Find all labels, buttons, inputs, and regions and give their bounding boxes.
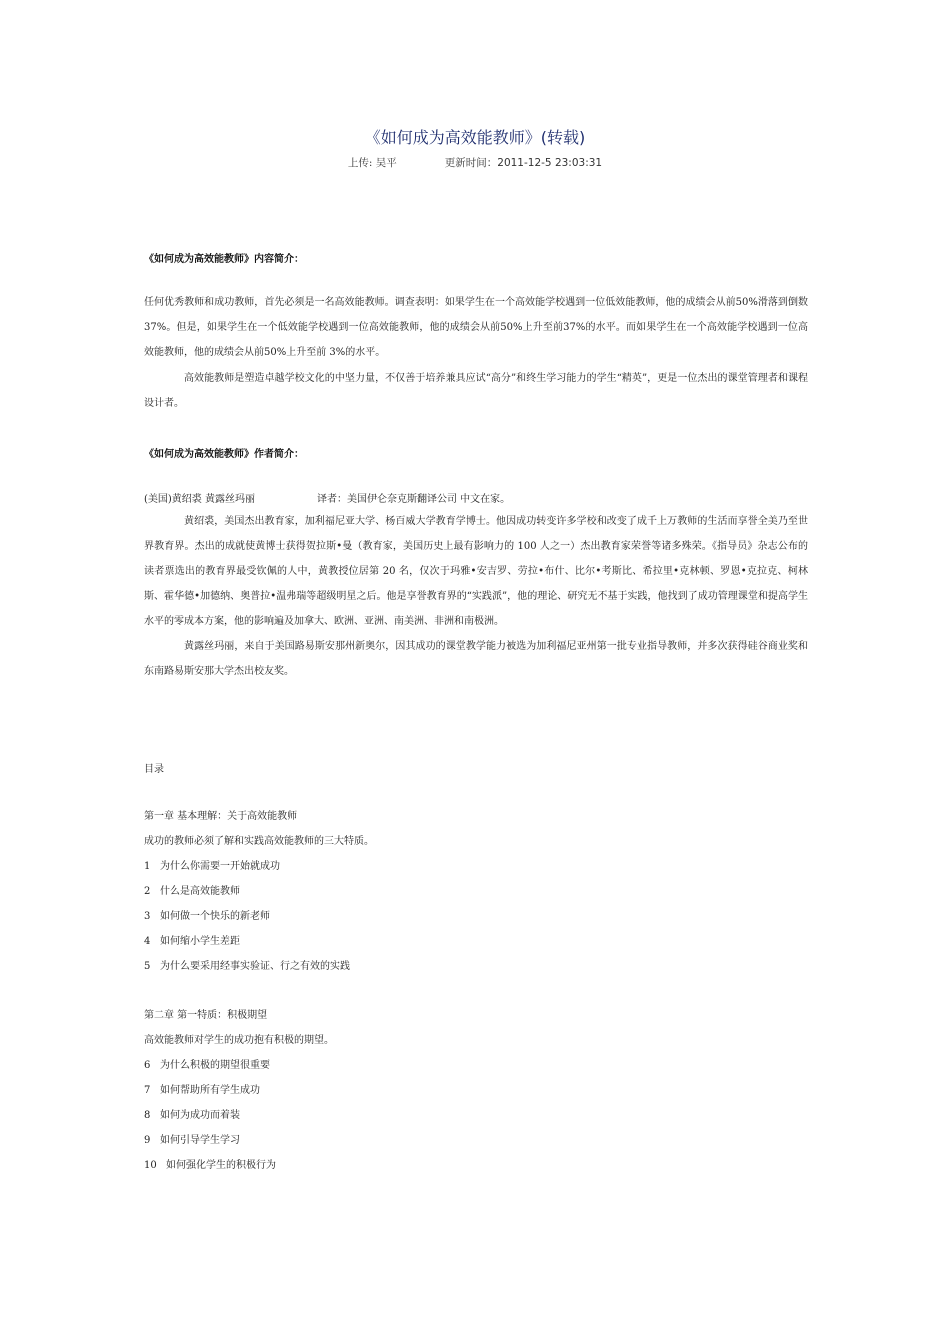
toc-item-number: 4 [144,936,151,947]
toc-item-text: 为什么要采用经事实验证、行之有效的实践 [160,961,350,972]
toc-item-text: 为什么积极的期望很重要 [160,1060,270,1071]
toc-item [144,857,280,872]
intro-paragraph-2: 高效能教师是塑造卓越学校文化的中坚力量，不仅善于培养兼具应试“高分”和终生学习能力的学生“精英”，更是一位杰出的课堂管理者和课程设计者。 [144,373,808,409]
author-heading: 《如何成为高效能教师》作者简介： [144,449,304,460]
toc-item-text: 如何引导学生学习 [160,1135,240,1146]
chapter-1-title: 第一章 基本理解：关于高效能教师 [144,811,298,822]
toc-item-number: 5 [144,961,151,972]
toc-item-text: 如何帮助所有学生成功 [160,1085,260,1096]
post-meta [0,155,950,170]
toc-item-number: 3 [144,911,151,922]
credits-translator: 译者：美国伊仑奈克斯翻译公司 中文在家。 [316,494,511,505]
toc-label: 目录 [144,764,164,775]
page-title: 《如何成为高效能教师》(转载) [364,128,586,147]
toc-item-number: 7 [144,1085,151,1096]
chapter-2-description: 高效能教师对学生的成功抱有积极的期望。 [144,1035,334,1046]
credits-authors: (美国)黄绍裘 黄露丝玛丽 [144,494,255,505]
toc-item-number: 6 [144,1060,151,1071]
author-paragraph-1: 黄绍裘，美国杰出教育家，加利福尼亚大学、杨百威大学教育学博士。他因成功转变许多学校和改变了成千上万教师的生活而享誉全美乃至世界教育界。杰出的成就使黄博士获得贺拉斯•曼（教育家，美国历史上最有影响力的 100 人之一）杰出教育家荣誉等诸多殊荣。《指导员》杂志公布的读者票选出的教育界最受钦佩的人中，黄教授位居第 20 名，仅次于玛雅•安吉罗、劳拉•布什、比尔•考斯比、希拉里•克林顿、罗恩•克拉克、柯林斯、霍华德•加德纳、奥普拉•温弗瑞等超级明星之后。他是享誉教育界的“实践派”，他的理论、研究无不基于实践，他找到了成功管理课堂和提高学生水平的零成本方案，他的影响遍及加拿大、欧洲、亚洲、南美洲、非洲和南极洲。 [144,516,808,627]
toc-item [144,1131,240,1146]
author-paragraph-2: 黄露丝玛丽，来自于美国路易斯安那州新奥尔，因其成功的课堂教学能力被选为加利福尼亚州第一批专业指导教师，并多次获得硅谷商业奖和东南路易斯安那大学杰出校友奖。 [144,641,808,677]
toc-item-text: 什么是高效能教师 [160,886,240,897]
toc-item-number: 2 [144,886,151,897]
update-time: 更新时间：2011-12-5 23:03:31 [444,157,603,169]
toc-item-text: 如何为成功而着装 [160,1110,240,1121]
chapter-1-description: 成功的教师必须了解和实践高效能教师的三大特质。 [144,836,374,847]
credits-line [144,490,510,505]
uploader: 上传: 吴平 [347,157,397,169]
toc-item [144,1081,260,1096]
toc-item [144,882,240,897]
toc-item-number: 8 [144,1110,151,1121]
toc-item [144,957,350,972]
intro-paragraph-1: 任何优秀教师和成功教师，首先必须是一名高效能教师。调查表明：如果学生在一个高效能学校遇到一位低效能教师，他的成绩会从前50%滑落到倒数37%。但是，如果学生在一个低效能学校遇到一位高效能教师，他的成绩会从前50%上升至前37%的水平。而如果学生在一个高效能学校遇到一位高效能教师，他的成绩会从前50%上升至前 3%的水平。 [144,297,808,358]
toc-item [144,907,270,922]
toc-item-text: 如何做一个快乐的新老师 [160,911,270,922]
chapter-2-title: 第二章 第一特质：积极期望 [144,1010,268,1021]
toc-item [144,932,240,947]
toc-item [144,1106,240,1121]
toc-item-text: 如何缩小学生差距 [160,936,240,947]
intro-heading: 《如何成为高效能教师》内容简介： [144,254,304,265]
toc-item-number: 10 [144,1160,157,1171]
toc-item [144,1056,270,1071]
toc-item-number: 9 [144,1135,151,1146]
toc-item [144,1156,276,1171]
toc-item-text: 为什么你需要一开始就成功 [160,861,280,872]
toc-item-number: 1 [144,861,151,872]
toc-item-text: 如何强化学生的积极行为 [166,1160,276,1171]
